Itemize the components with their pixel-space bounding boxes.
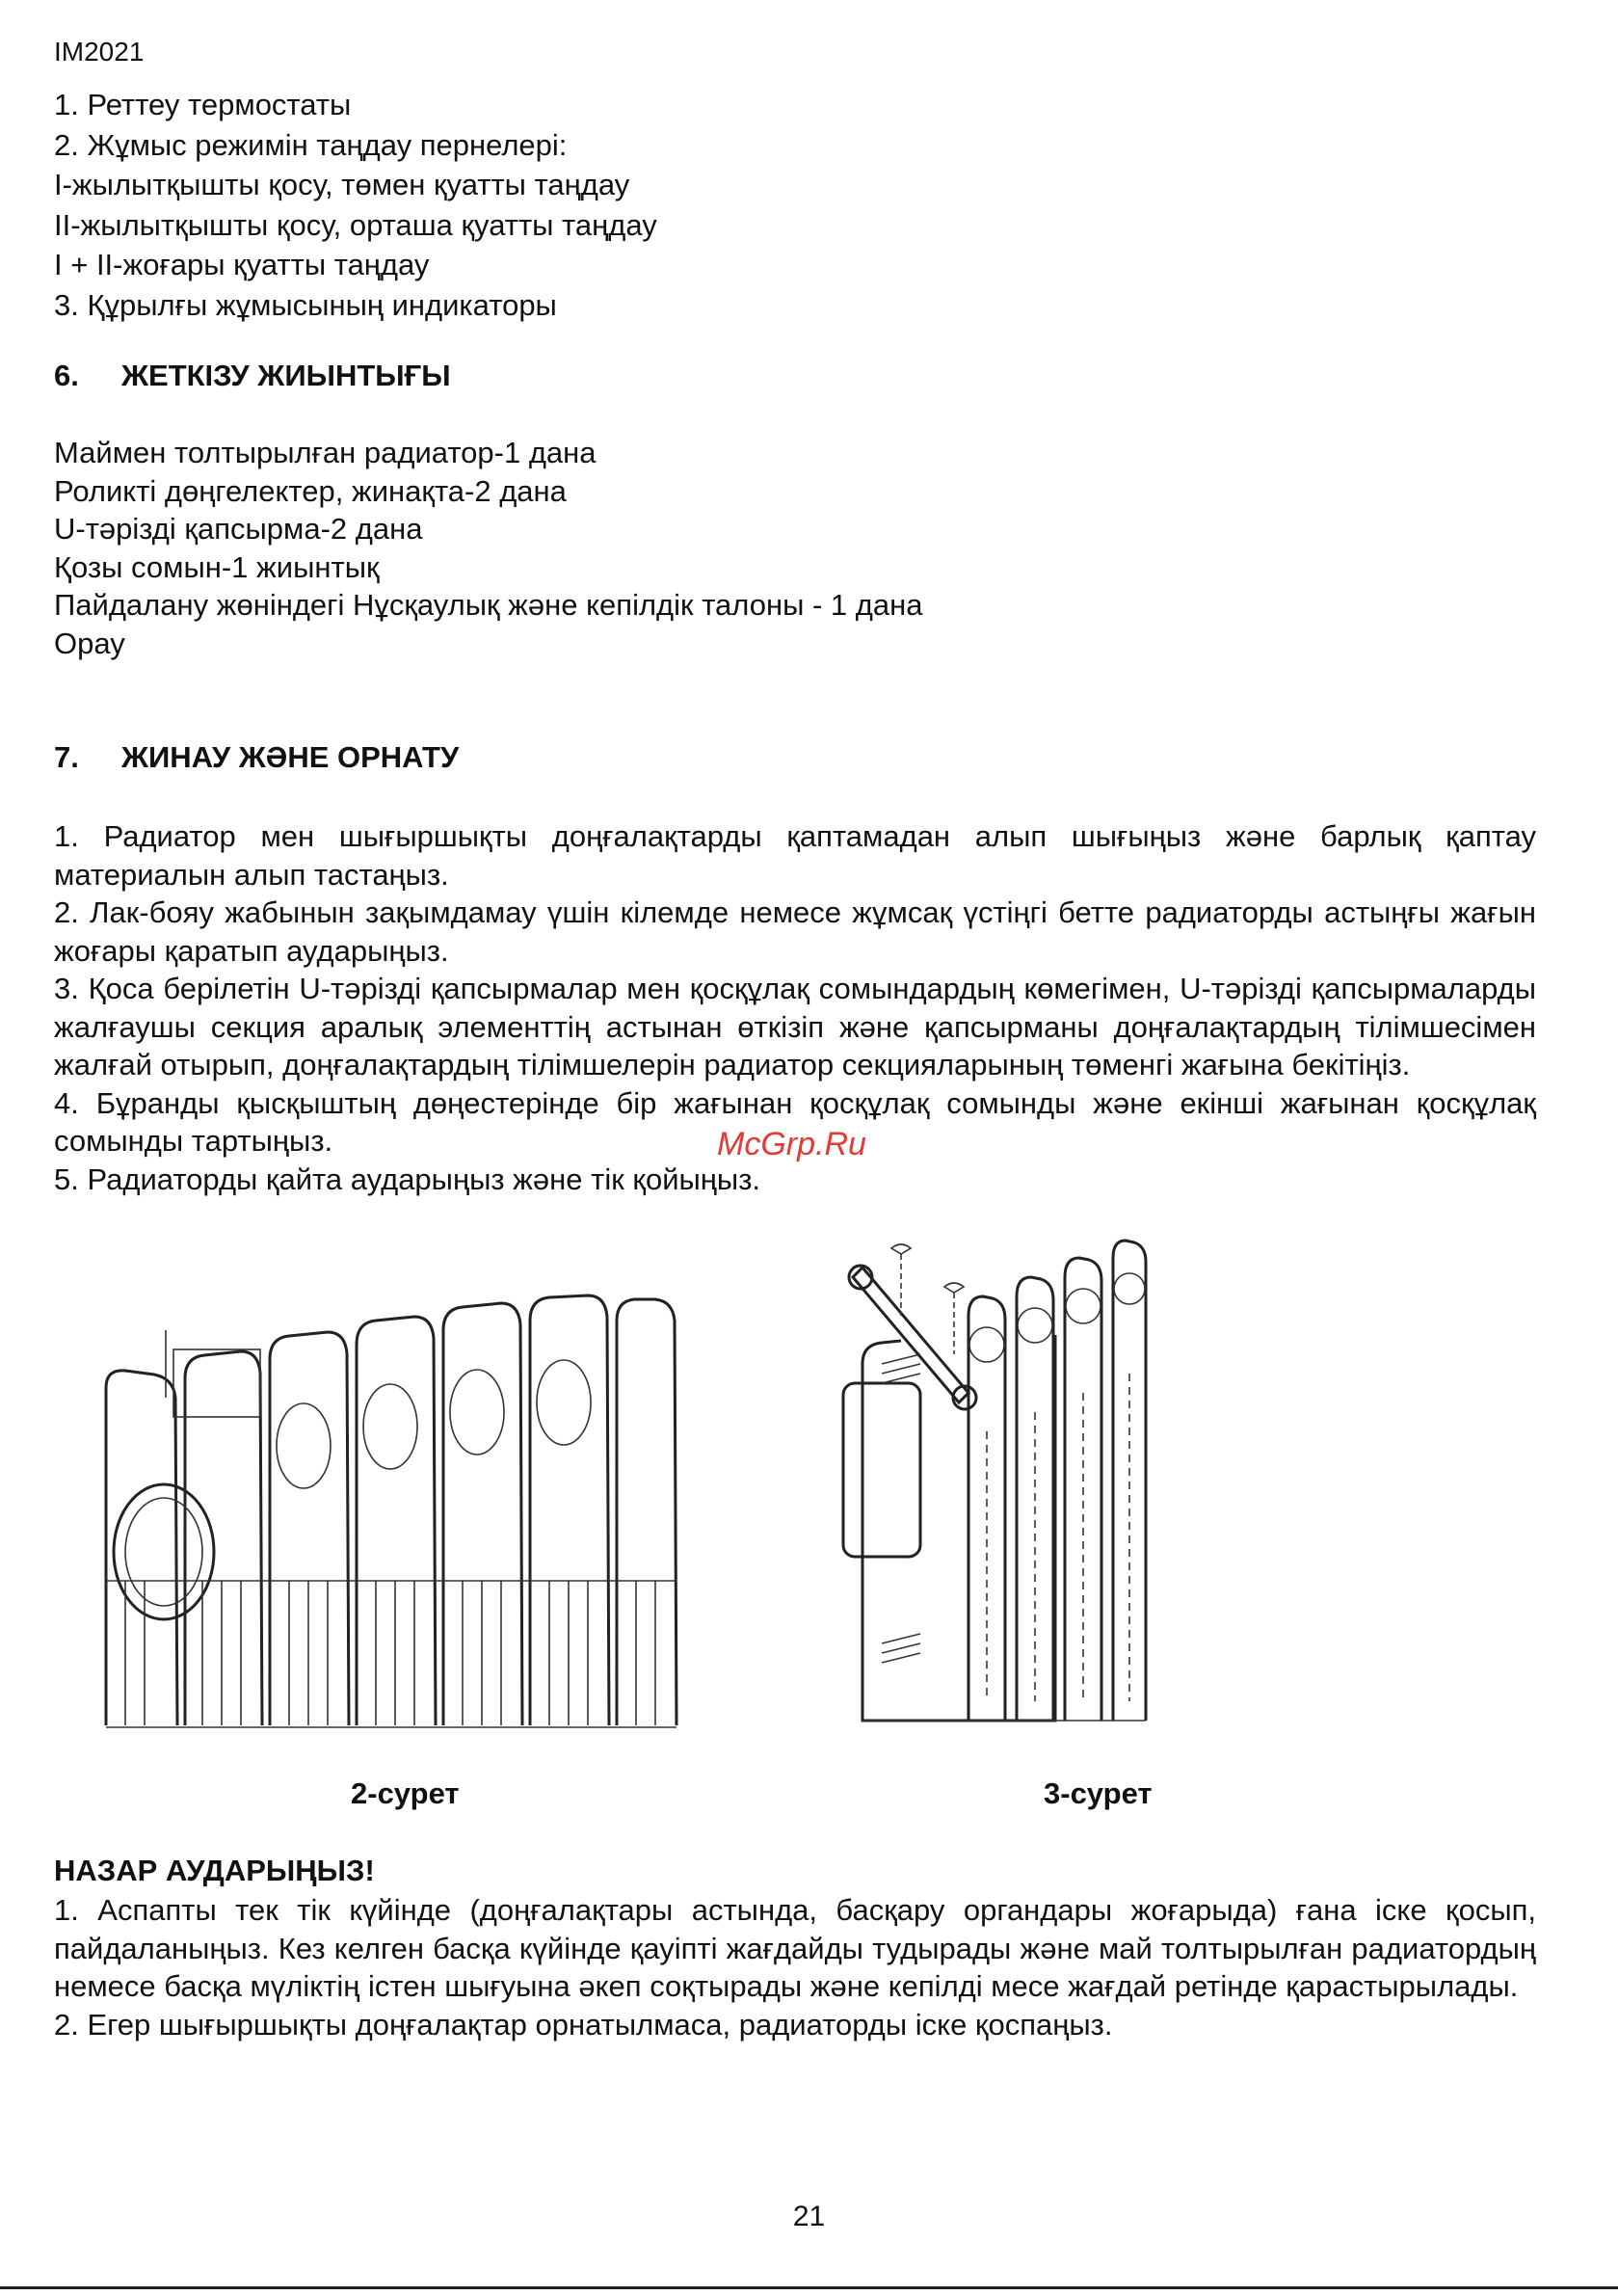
section-6-heading: [54, 359, 451, 393]
assembly-step: 4. Бұранды қысқыштың дөңестерінде бір жағынан қосқұлақ сомынды және екінші жағынан қосқұлақ сомынды тартыңыз.: [54, 1085, 1536, 1158]
controls-item: 3. Құрылғы жұмысының индикаторы: [54, 287, 557, 322]
watermark: McGrp.Ru: [717, 1126, 866, 1162]
assembly-step: 2. Лак-бояу жабынын зақымдамау үшін кілемде немесе жұмсақ үстіңгі бетте радиаторды астыңғы жағын жоғары қаратып аударыңыз.: [54, 895, 1536, 968]
assembly-step: 5. Радиаторды қайта аударыңыз және тік қойыңыз.: [54, 1161, 761, 1196]
controls-item: І + ІІ-жоғары қуатты таңдау: [54, 248, 430, 281]
section-7-number: 7.: [54, 740, 79, 774]
kit-item: Қозы сомын-1 жиынтық: [54, 549, 380, 584]
section-7-heading: [54, 740, 459, 775]
warning-title: НАЗАР АУДАРЫҢЫЗ!: [54, 1854, 375, 1887]
kit-item: Орау: [54, 626, 125, 660]
radiator-fins: [106, 1295, 676, 1727]
kit-item: Пайдалану жөніндегі Нұсқаулық және кепілдік талоны - 1 дана: [54, 588, 923, 622]
controls-item: 2. Жұмыс режимін таңдау пернелері:: [54, 127, 568, 162]
figure-2-caption: 2-сурет: [351, 1776, 460, 1810]
section-6-number: 6.: [54, 359, 79, 392]
assembly-step: 3. Қоса берілетін U-тәрізді қапсырмалар мен қосқұлақ сомындардың көмегімен, U-тәрізді қапсырмаларды жалғаушы секция аралық элементтің астынан өткізіп және қапсырманы доңғалақтардың тілімшесімен жалғай отырып, доңғалақтардың тілімшелерін радиатор секцияларының төменгі жағына бекітіңіз.: [54, 972, 1536, 1081]
figure-3-wheel-mounting-illustration: [824, 1239, 1152, 1740]
warning-list: [54, 1891, 1536, 2043]
model-number: IM2021: [54, 37, 145, 67]
bottom-border: [0, 2286, 1618, 2289]
kit-item: U-тәрізді қапсырма-2 дана: [54, 512, 423, 546]
warning-item: 1. Аспапты тек тік күйінде (доңғалақтары астында, басқару органдары жоғарыда) ғана іске қосып, пайдаланыңыз. Кез келген басқа күйінде қауіпті жағдайды тудырады және май толтырылған радиатордың немесе басқа мүліктің істен шығуына әкеп соқтырады және кепілді месе жағдай ретінде қарастырылады.: [54, 1893, 1536, 2003]
figure-2-radiator-illustration: [96, 1292, 694, 1745]
warning-item: 2. Егер шығыршықты доңғалақтар орнатылмаса, радиаторды іске қоспаңыз.: [54, 2007, 1113, 2042]
figure-3-caption: 3-сурет: [1044, 1776, 1153, 1810]
kit-item: Маймен толтырылған радиатор-1 дана: [54, 436, 597, 469]
controls-list: [54, 85, 657, 325]
section-7-title: ЖИНАУ ЖӘНЕ ОРНАТУ: [121, 740, 460, 774]
controls-item: І-жылытқышты қосу, төмен қуатты таңдау: [54, 168, 630, 201]
section-6-title: ЖЕТКІЗУ ЖИЫНТЫҒЫ: [121, 359, 451, 392]
controls-item: 1. Реттеу термостаты: [54, 88, 352, 121]
assembly-step: 1. Радиатор мен шығыршықты доңғалақтарды қаптамадан алып шығыңыз және барлық қаптау материалын алып тастаңыз.: [54, 819, 1536, 892]
radiator-underside: [843, 1241, 1146, 1721]
delivery-kit-list: [54, 434, 922, 662]
kit-item: Роликті дөңгелектер, жинақта-2 дана: [54, 473, 567, 508]
page-number: 21: [792, 2201, 826, 2232]
controls-item: ІІ-жылытқышты қосу, орташа қуатты таңдау: [54, 207, 657, 242]
